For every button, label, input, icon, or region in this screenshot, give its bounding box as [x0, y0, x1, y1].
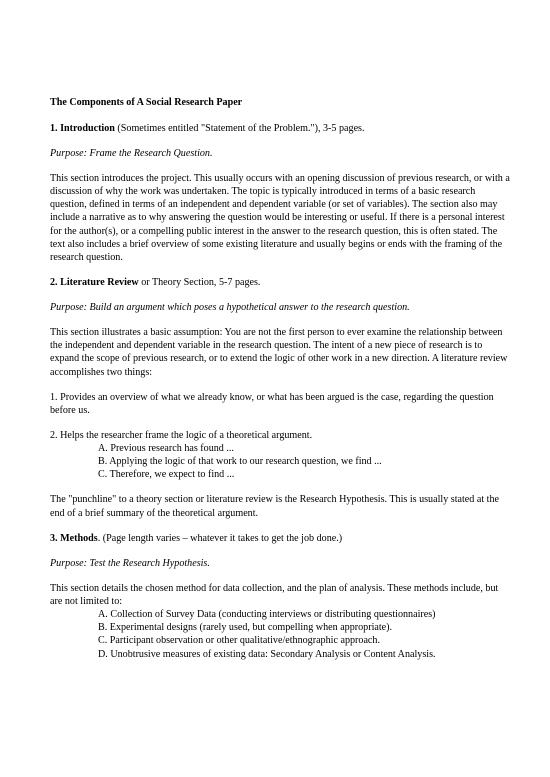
method-item-c: C. Participant observation or other qualitative/ethnographic approach. [98, 635, 380, 647]
method-item-d: D. Unobtrusive measures of existing data: Secondary Analysis or Content Analysis. [98, 648, 436, 660]
section-heading-methods [50, 532, 510, 545]
section-heading-literature-review [50, 276, 510, 289]
method-item-a: A. Collection of Survey Data (conducting interviews or distributing questionnaires) [98, 608, 436, 620]
sub-point-c: C. Therefore, we expect to find ... [98, 469, 235, 481]
page-title: The Components of A Social Research Paper [50, 97, 243, 108]
heading-note: . (Page length varies – whatever it takes to get the job done.) [97, 532, 343, 544]
literature-review-punchline: The "punchline" to a theory section or literature review is the Research Hypothesis. This is usually stated at the end of a brief summary of the theoretical argument. [50, 494, 499, 519]
methods-list [50, 582, 510, 661]
sub-point-b: B. Applying the logic of that work to our research question, we find ... [98, 456, 382, 468]
literature-review-body: This section illustrates a basic assumption: You are not the first person to ever examine the relationship between the independent and dependent variable in the research question. The intent of a new piece of research is to expand the scope of previous research, or to extend the logic of other work in a new direction. A literature review accomplishes two things: [50, 326, 508, 378]
heading-number: 3. [50, 532, 58, 544]
heading-note: or Theory Section, 5-7 pages. [141, 276, 261, 288]
heading-note: (Sometimes entitled "Statement of the Problem."), 3-5 pages. [117, 122, 365, 134]
heading-number: 1. [50, 122, 58, 134]
point-2-text: 2. Helps the researcher frame the logic of a theoretical argument. [50, 429, 313, 441]
methods-purpose: Purpose: Test the Research Hypothesis. [50, 557, 210, 569]
heading-number: 2. [50, 276, 58, 288]
methods-body: This section details the chosen method for data collection, and the plan of analysis. These methods include, but are not limited to: [50, 582, 499, 607]
literature-review-point-2 [50, 429, 510, 482]
section-heading-introduction [50, 122, 510, 135]
literature-review-purpose: Purpose: Build an argument which poses a hypothetical answer to the research question. [50, 301, 410, 313]
introduction-purpose: Purpose: Frame the Research Question. [50, 147, 213, 159]
sub-point-a: A. Previous research has found ... [98, 442, 234, 454]
heading-text: Literature Review [60, 276, 139, 288]
literature-review-point-1: 1. Provides an overview of what we already know, or what has been argued is the case, regarding the question before us. [50, 391, 494, 416]
method-item-b: B. Experimental designs (rarely used, but compelling when appropriate). [98, 622, 393, 634]
document-body [50, 96, 510, 673]
heading-text: Introduction [60, 122, 115, 134]
heading-text: Methods [60, 532, 98, 544]
introduction-body: This section introduces the project. This usually occurs with an opening discussion of previous research, or with a discussion of why the work was undertaken. The topic is typically introduced in terms of a basic research question, defined in terms of an independent and dependent variable (or set of variables). The section also may include a narrative as to why answering the question would be interesting or useful. If there is a personal interest for the author(s), or a compelling public interest in the answer to the research question, this is often stated. The text also includes a brief overview of some existing literature and usually begins or ends with the framing of the research question. [50, 172, 510, 263]
